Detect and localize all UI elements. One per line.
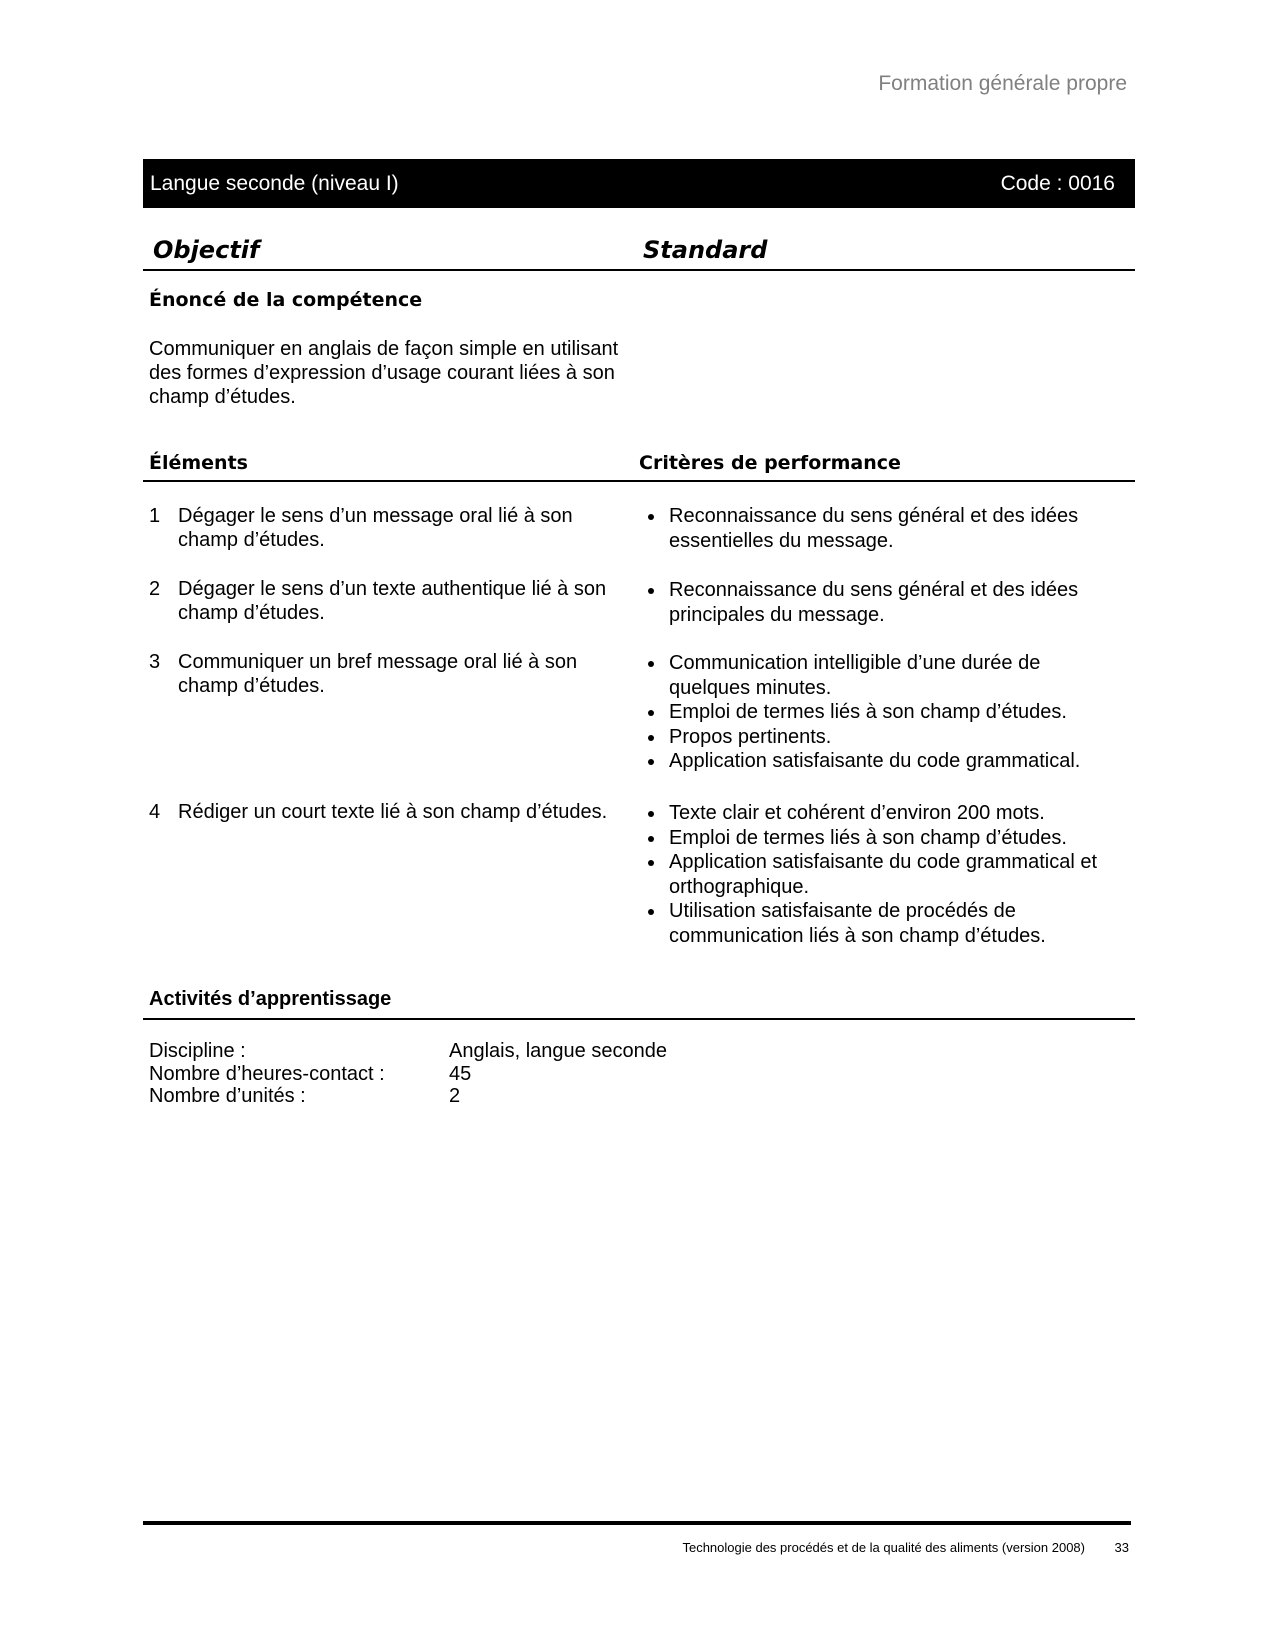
activity-value: 2 bbox=[449, 1085, 461, 1107]
element-number: 2 bbox=[149, 578, 161, 600]
page-number: 33 bbox=[1114, 1540, 1129, 1555]
criterion-line: Reconnaissance du sens général et des idées bbox=[669, 579, 1079, 601]
objective-standard-header bbox=[143, 236, 1135, 271]
criterion-item bbox=[645, 651, 1125, 700]
element-number: 4 bbox=[149, 801, 161, 823]
criterion-line: communication liés à son champ d’études. bbox=[669, 924, 1046, 947]
activity-row bbox=[149, 1085, 667, 1108]
elements-heading: Éléments bbox=[149, 452, 248, 474]
criterion-item bbox=[645, 700, 1125, 725]
standard-heading: Standard bbox=[643, 236, 768, 264]
element-item bbox=[149, 577, 629, 625]
criteria-list bbox=[645, 801, 1125, 948]
criterion-line: essentielles du message. bbox=[669, 529, 894, 552]
element-line: champ d’études. bbox=[178, 529, 325, 551]
criterion-item bbox=[645, 826, 1125, 851]
activity-value: 45 bbox=[449, 1062, 472, 1085]
activities-details bbox=[149, 1040, 667, 1108]
criterion-line: Emploi de termes liés à son champ d’études. bbox=[669, 701, 1067, 723]
element-item bbox=[149, 650, 629, 698]
activity-value: Anglais, langue seconde bbox=[449, 1040, 667, 1062]
criterion-item bbox=[645, 801, 1125, 826]
criterion-line: Application satisfaisante du code grammatical. bbox=[669, 750, 1081, 772]
criteria-list bbox=[645, 578, 1125, 627]
competence-statement bbox=[149, 337, 649, 409]
criterion-item bbox=[645, 749, 1125, 774]
element-line: Dégager le sens d’un texte authentique lié à son bbox=[178, 578, 607, 600]
criterion-line: quelques minutes. bbox=[669, 676, 832, 699]
activities-heading: Activités d’apprentissage bbox=[149, 988, 392, 1010]
criterion-line: Communication intelligible d’une durée de bbox=[669, 652, 1041, 674]
course-code: Code : 0016 bbox=[1000, 171, 1115, 195]
element-number: 1 bbox=[149, 505, 161, 527]
competence-line: champ d’études. bbox=[149, 386, 296, 408]
competence-line: Communiquer en anglais de façon simple en utilisant bbox=[149, 338, 619, 360]
competence-label: Énoncé de la compétence bbox=[149, 289, 423, 311]
criterion-line: Utilisation satisfaisante de procédés de bbox=[669, 900, 1016, 922]
element-line: Communiquer un bref message oral lié à son bbox=[178, 651, 578, 673]
criterion-item bbox=[645, 504, 1125, 553]
footer-rule bbox=[143, 1521, 1131, 1525]
activity-label: Nombre d’heures-contact : bbox=[149, 1062, 385, 1085]
course-title-bar bbox=[143, 159, 1135, 208]
criteria-heading: Critères de performance bbox=[639, 452, 901, 474]
criterion-line: Propos pertinents. bbox=[669, 725, 832, 748]
criterion-line: orthographique. bbox=[669, 875, 810, 898]
objective-heading: Objectif bbox=[153, 236, 260, 264]
criterion-line: Texte clair et cohérent d’environ 200 mots. bbox=[669, 802, 1045, 824]
element-item bbox=[149, 800, 629, 824]
competence-line: des formes d’expression d’usage courant liées à son bbox=[149, 362, 615, 384]
activity-label: Nombre d’unités : bbox=[149, 1085, 306, 1107]
activities-header bbox=[143, 988, 1135, 1020]
criterion-item bbox=[645, 578, 1125, 627]
element-line: champ d’études. bbox=[178, 602, 325, 624]
page-header: Formation générale propre bbox=[878, 72, 1127, 95]
criterion-line: Reconnaissance du sens général et des idées bbox=[669, 505, 1079, 527]
criterion-line: Emploi de termes liés à son champ d’études. bbox=[669, 826, 1067, 849]
criteria-list bbox=[645, 651, 1125, 774]
course-title: Langue seconde (niveau I) bbox=[150, 171, 399, 195]
criterion-line: principales du message. bbox=[669, 603, 885, 626]
criterion-line: Application satisfaisante du code grammatical et bbox=[669, 851, 1098, 873]
footer-title: Technologie des procédés et de la qualité des aliments (version 2008) bbox=[682, 1540, 1085, 1555]
activity-row bbox=[149, 1063, 667, 1086]
element-item bbox=[149, 504, 629, 552]
element-line: champ d’études. bbox=[178, 675, 325, 697]
elements-criteria-header bbox=[143, 452, 1135, 482]
activity-row bbox=[149, 1040, 667, 1063]
criteria-list bbox=[645, 504, 1125, 553]
element-line: Rédiger un court texte lié à son champ d’études. bbox=[178, 801, 608, 823]
criterion-item bbox=[645, 899, 1125, 948]
element-line: Dégager le sens d’un message oral lié à son bbox=[178, 505, 573, 527]
activity-label: Discipline : bbox=[149, 1040, 246, 1062]
criterion-item bbox=[645, 725, 1125, 750]
element-number: 3 bbox=[149, 651, 161, 673]
criterion-item bbox=[645, 850, 1125, 899]
